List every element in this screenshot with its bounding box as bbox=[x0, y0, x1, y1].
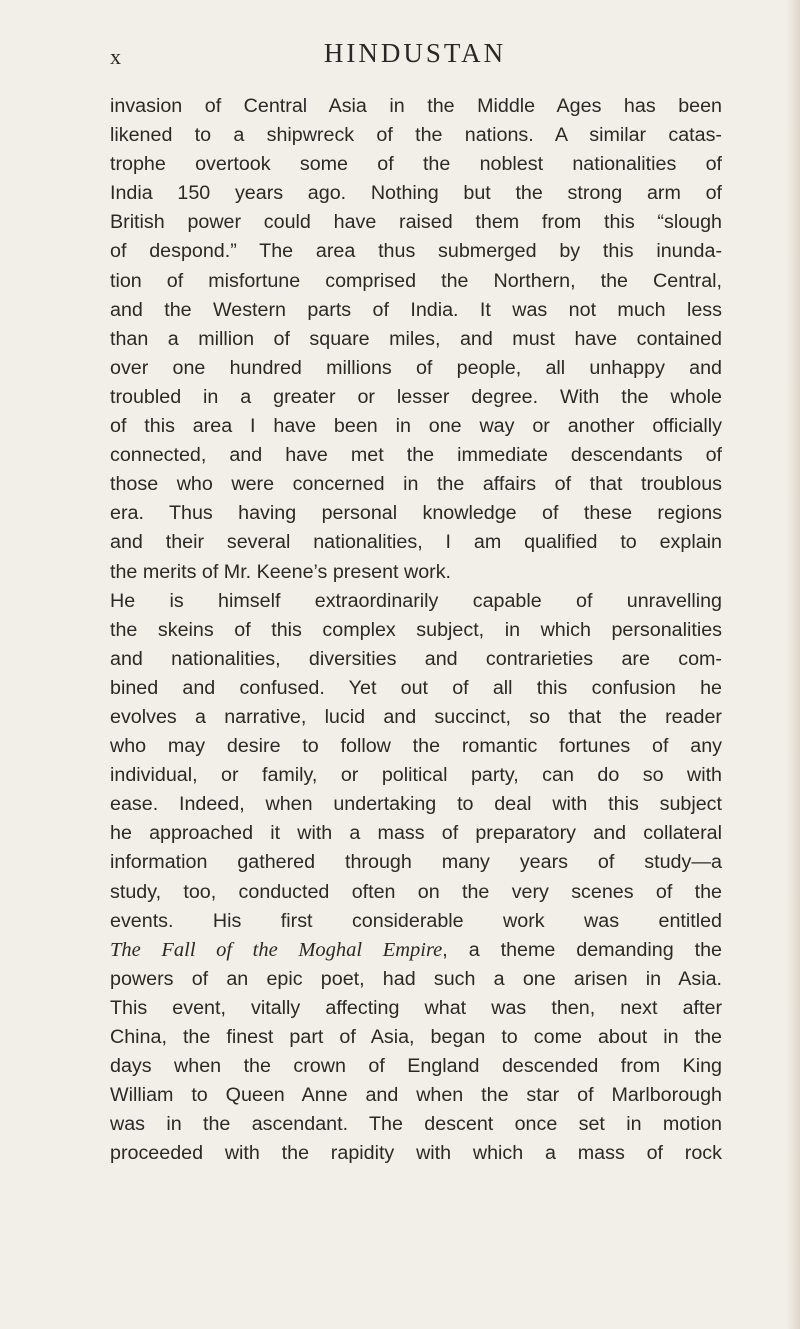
text-line: He is himself extraordinarily capable of unravelling bbox=[110, 589, 722, 612]
text-line-part: , a theme demanding the bbox=[442, 938, 722, 961]
book-title: The Fall of the Moghal Empire bbox=[110, 938, 443, 961]
text-line bbox=[110, 907, 722, 936]
text-line: of despond.” The area thus submerged by this inunda- bbox=[110, 240, 722, 263]
text-line-with-title bbox=[110, 936, 722, 965]
text-line: tion of misfortune comprised the Northern, the Central, bbox=[110, 269, 722, 292]
page-edge bbox=[786, 0, 800, 1329]
text-line: connected, and have met the immediate descendants of bbox=[110, 444, 722, 467]
text-line: invasion of Central Asia in the Middle Ages has been bbox=[110, 95, 722, 117]
text-line: era. Thus having personal knowledge of these regions bbox=[110, 502, 722, 525]
text-line: William to Queen Anne and when the star of Marlborough bbox=[110, 1084, 722, 1107]
text-line: British power could have raised them from this “slough bbox=[110, 211, 722, 234]
text-line: trophe overtook some of the noblest nationalities of bbox=[110, 153, 722, 176]
text-line: This event, vitally affecting what was then, next after bbox=[110, 996, 722, 1019]
text-line: China, the finest part of Asia, began to come about in the bbox=[110, 1026, 722, 1048]
text-line: study, too, conducted often on the very scenes of the bbox=[110, 880, 722, 903]
text-line: who may desire to follow the romantic fortunes of any bbox=[110, 735, 722, 758]
text-line: and nationalities, diversities and contrarieties are com- bbox=[110, 647, 722, 670]
text-line: of this area I have been in one way or another officially bbox=[110, 415, 722, 438]
text-line: was in the ascendant. The descent once set in motion bbox=[110, 1113, 722, 1136]
text-line: India 150 years ago. Nothing but the strong arm of bbox=[110, 182, 722, 205]
text-line: days when the crown of England descended from King bbox=[110, 1055, 722, 1078]
text-line: bined and confused. Yet out of all this confusion he bbox=[110, 676, 722, 699]
text-line: troubled in a greater or lesser degree. With the whole bbox=[110, 385, 722, 408]
page-header bbox=[110, 38, 720, 78]
body-text bbox=[110, 92, 722, 1168]
text-line: ease. Indeed, when undertaking to deal with this subject bbox=[110, 793, 722, 816]
running-title: HINDUSTAN bbox=[323, 38, 507, 68]
text-line: than a million of square miles, and must have contained bbox=[110, 327, 722, 350]
text-line: and their several nationalities, I am qualified to explain bbox=[110, 531, 722, 554]
text-line: proceeded with the rapidity with which a mass of rock bbox=[110, 1142, 722, 1165]
text-line: and the Western parts of India. It was not much less bbox=[110, 298, 722, 321]
page-number: x bbox=[110, 44, 122, 69]
text-line: over one hundred millions of people, all unhappy and bbox=[110, 356, 722, 379]
text-line: powers of an epic poet, had such a one arisen in Asia. bbox=[110, 967, 722, 990]
text-line: likened to a shipwreck of the nations. A similar catas- bbox=[110, 124, 722, 147]
text-line: he approached it with a mass of preparatory and collateral bbox=[110, 822, 722, 845]
text-line: individual, or family, or political party, can do so with bbox=[110, 764, 722, 787]
text-line: the skeins of this complex subject, in which personalities bbox=[110, 618, 722, 641]
text-line-part: events. His first considerable work was entitled bbox=[110, 909, 722, 932]
text-line: those who were concerned in the affairs of that troublous bbox=[110, 473, 722, 496]
text-line: the merits of Mr. Keene’s present work. bbox=[110, 560, 452, 583]
text-line: evolves a narrative, lucid and succinct, so that the reader bbox=[110, 705, 722, 728]
text-line: information gathered through many years of study—a bbox=[110, 851, 722, 874]
